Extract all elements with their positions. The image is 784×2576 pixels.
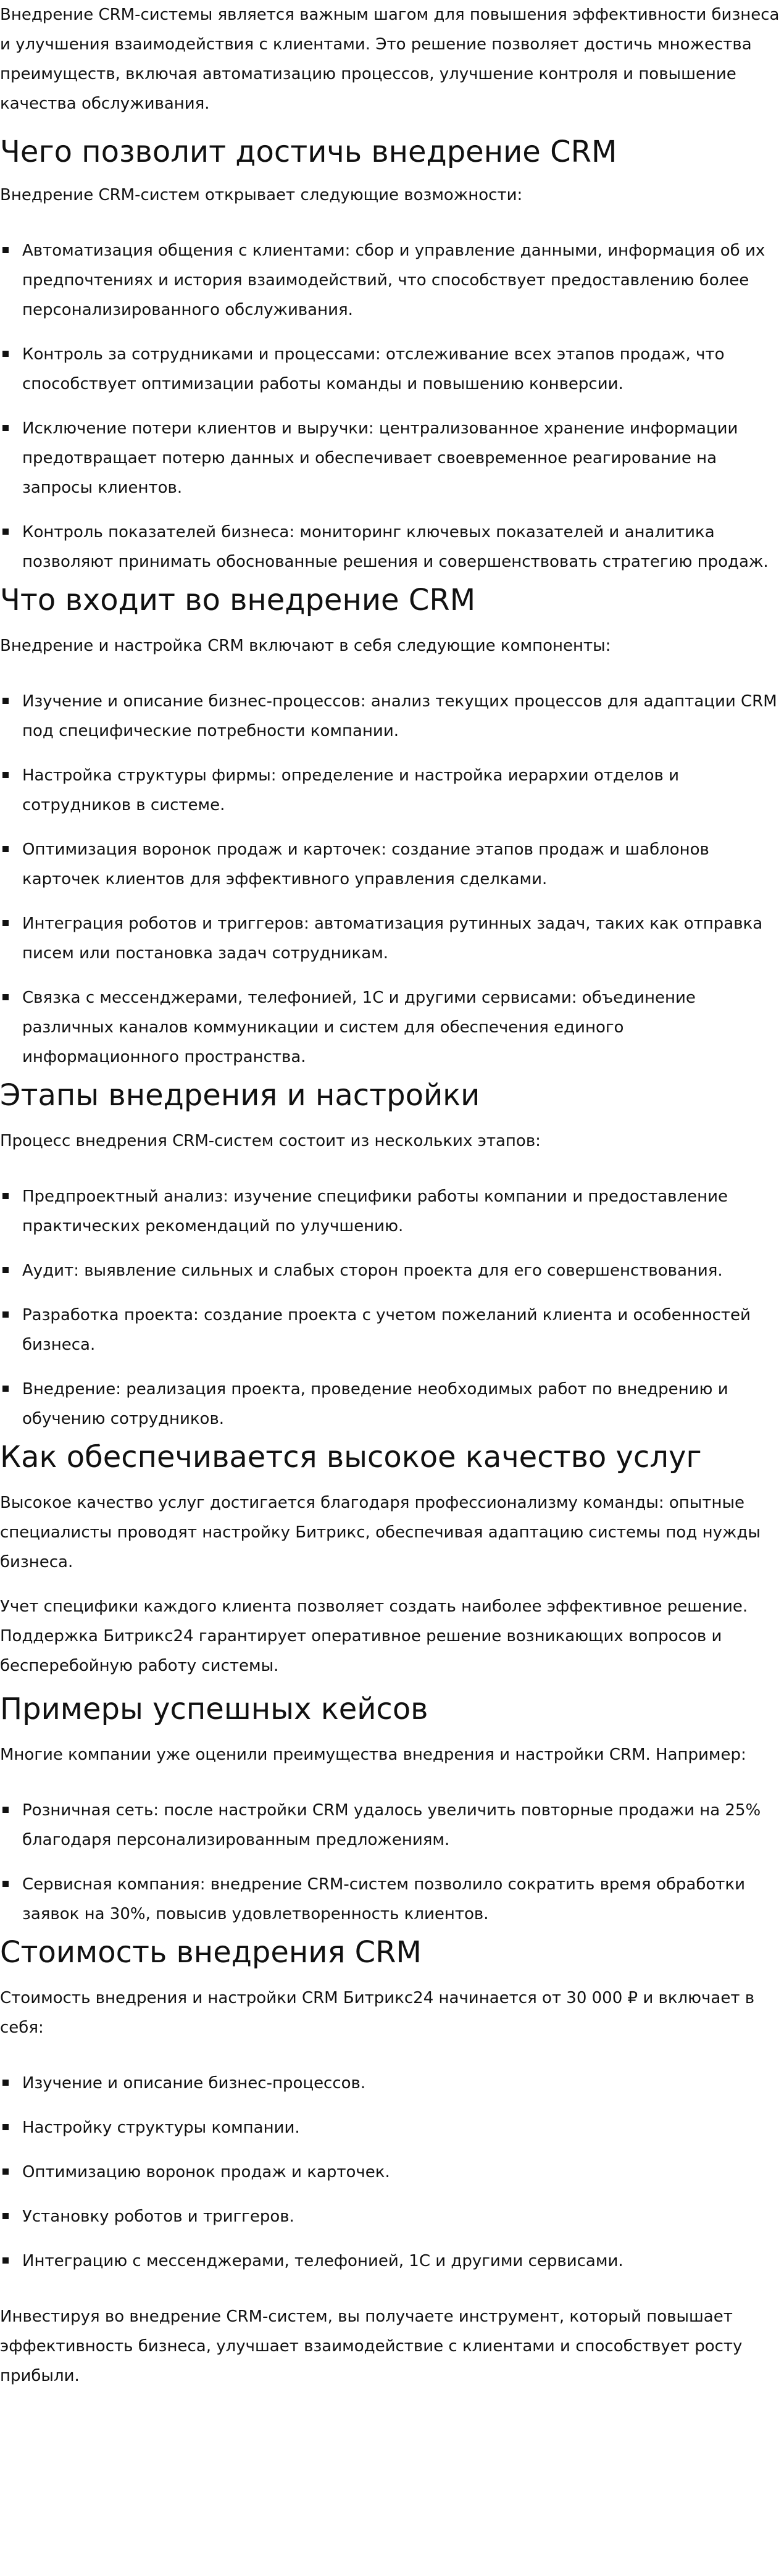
bullet-icon xyxy=(2,529,9,535)
bullet-icon xyxy=(2,1386,9,1392)
list-item: Установку роботов и триггеров. xyxy=(0,2202,784,2231)
heading-service-quality: Как обеспечивается высокое качество услуг xyxy=(0,1440,702,1474)
bullet-icon xyxy=(2,1807,9,1813)
bullet-icon xyxy=(2,846,9,852)
closing-paragraph: Инвестируя во внедрение CRM-систем, вы получаете инструмент, который повышает эффективность бизнеса, улучшает взаимодействие с клиентами и способствует росту прибыли. xyxy=(0,2307,743,2385)
section6-lead: Стоимость внедрения и настройки CRM Битрикс24 начинается от 30 000 ₽ и включает в себя: xyxy=(0,1989,755,2037)
heading-crm-benefits: Чего позволит достичь внедрение CRM xyxy=(0,135,617,169)
list-item: Оптимизация воронок продаж и карточек: создание этапов продаж и шаблонов карточек клиентов для эффективного управления сделками. xyxy=(0,835,784,894)
section5-lead: Многие компании уже оценили преимущества внедрения и настройки CRM. Например: xyxy=(0,1746,746,1764)
list-item: Розничная сеть: после настройки CRM удалось увеличить повторные продажи на 25% благодаря персонализированным предложениям. xyxy=(0,1796,784,1855)
bullet-icon xyxy=(2,2168,9,2175)
bullet-icon xyxy=(2,994,9,1000)
quality-paragraph-2: Учет специфики каждого клиента позволяет создать наиболее эффективное решение. Поддержка Битрикс24 гарантирует оперативное решение возникающих вопросов и бесперебойную работу системы. xyxy=(0,1597,748,1675)
list-item: Изучение и описание бизнес-процессов. xyxy=(0,2068,784,2098)
bullet-icon xyxy=(2,920,9,926)
bullet-icon xyxy=(2,2080,9,2086)
bullet-icon xyxy=(2,351,9,357)
list-item: Внедрение: реализация проекта, проведение необходимых работ по внедрению и обучению сотрудников. xyxy=(0,1374,784,1434)
intro-paragraph: Внедрение CRM-системы является важным шагом для повышения эффективности бизнеса и улучшения взаимодействия с клиентами. Это решение позволяет достичь множества преимуществ, включая автоматизацию процессов, улучшение контроля и повышение качества обслуживания. xyxy=(0,6,780,113)
list-item: Разработка проекта: создание проекта с учетом пожеланий клиента и особенностей бизнеса. xyxy=(0,1300,784,1360)
cost-includes-list xyxy=(0,2068,784,2276)
cases-list xyxy=(0,1796,784,1929)
list-item: Аудит: выявление сильных и слабых сторон проекта для его совершенствования. xyxy=(0,1256,784,1286)
components-list xyxy=(0,687,784,1072)
bullet-icon xyxy=(2,1267,9,1273)
benefits-list xyxy=(0,236,784,577)
heading-implementation-stages: Этапы внедрения и настройки xyxy=(0,1078,480,1113)
stages-list xyxy=(0,1182,784,1434)
list-item: Автоматизация общения с клиентами: сбор и управление данными, информация об их предпочтениях и история взаимодействий, что способствует предоставлению более персонализированного обслуживания. xyxy=(0,236,784,325)
list-item: Интеграция роботов и триггеров: автоматизация рутинных задач, таких как отправка писем или постановка задач сотрудникам. xyxy=(0,909,784,968)
list-item: Настройку структуры компании. xyxy=(0,2113,784,2143)
list-item: Оптимизацию воронок продаж и карточек. xyxy=(0,2157,784,2187)
section2-lead: Внедрение и настройка CRM включают в себя следующие компоненты: xyxy=(0,637,611,655)
section1-lead: Внедрение CRM-систем открывает следующие возможности: xyxy=(0,186,523,204)
bullet-icon xyxy=(2,1881,9,1887)
list-item: Контроль за сотрудниками и процессами: отслеживание всех этапов продаж, что способствует оптимизации работы команды и повышению конверсии. xyxy=(0,340,784,399)
list-item: Настройка структуры фирмы: определение и настройка иерархии отделов и сотрудников в системе. xyxy=(0,761,784,820)
bullet-icon xyxy=(2,698,9,704)
bullet-icon xyxy=(2,425,9,431)
list-item: Связка с мессенджерами, телефонией, 1С и другими сервисами: объединение различных каналов коммуникации и систем для обеспечения единого информационного пространства. xyxy=(0,983,784,1072)
bullet-icon xyxy=(2,247,9,253)
quality-paragraph-1: Высокое качество услуг достигается благодаря профессионализму команды: опытные специалисты проводят настройку Битрикс, обеспечивая адаптацию системы под нужды бизнеса. xyxy=(0,1494,761,1571)
bullet-icon xyxy=(2,772,9,778)
bullet-icon xyxy=(2,2257,9,2264)
section3-lead: Процесс внедрения CRM-систем состоит из нескольких этапов: xyxy=(0,1132,541,1150)
heading-success-cases: Примеры успешных кейсов xyxy=(0,1692,428,1726)
bullet-icon xyxy=(2,2213,9,2219)
bullet-icon xyxy=(2,1311,9,1318)
list-item: Сервисная компания: внедрение CRM-систем позволило сократить время обработки заявок на 30%, повысив удовлетворенность клиентов. xyxy=(0,1870,784,1929)
list-item: Исключение потери клиентов и выручки: централизованное хранение информации предотвращает потерю данных и обеспечивает своевременное реагирование на запросы клиентов. xyxy=(0,414,784,503)
list-item: Предпроектный анализ: изучение специфики работы компании и предоставление практических рекомендаций по улучшению. xyxy=(0,1182,784,1241)
heading-crm-cost: Стоимость внедрения CRM xyxy=(0,1935,422,1970)
bullet-icon xyxy=(2,2124,9,2130)
heading-crm-components: Что входит во внедрение CRM xyxy=(0,583,476,617)
list-item: Интеграцию с мессенджерами, телефонией, 1С и другими сервисами. xyxy=(0,2246,784,2276)
list-item: Контроль показателей бизнеса: мониторинг ключевых показателей и аналитика позволяют принимать обоснованные решения и совершенствовать стратегию продаж. xyxy=(0,517,784,577)
bullet-icon xyxy=(2,1193,9,1199)
list-item: Изучение и описание бизнес-процессов: анализ текущих процессов для адаптации CRM под специфические потребности компании. xyxy=(0,687,784,746)
